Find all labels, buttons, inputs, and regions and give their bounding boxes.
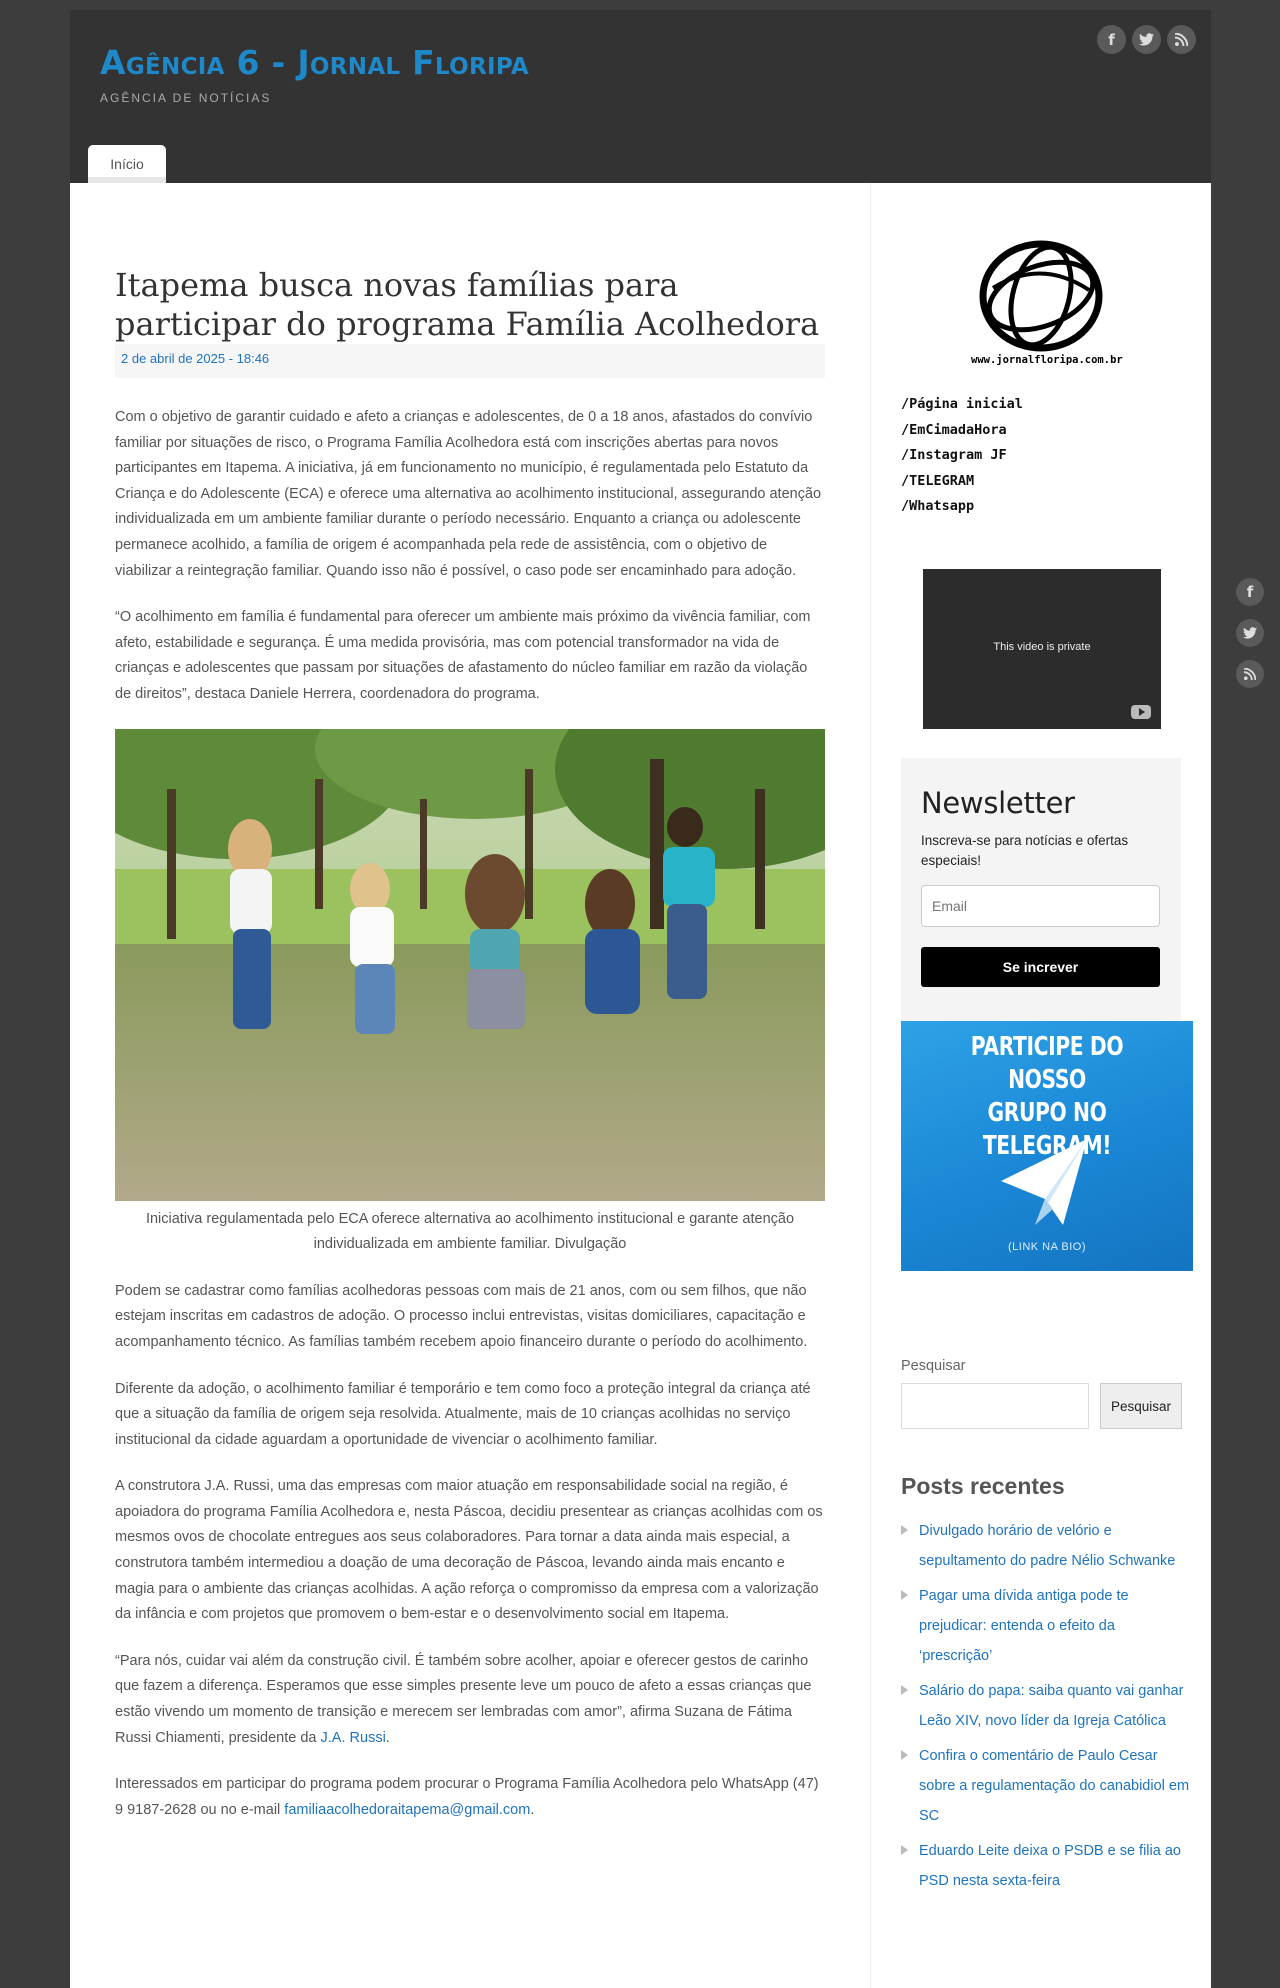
email-link[interactable]: familiaacolhedoraitapema@gmail.com: [284, 1801, 531, 1818]
recent-post-item[interactable]: Pagar uma dívida antiga pode te prejudicar: entenda o efeito da ‘prescrição’: [901, 1581, 1191, 1671]
rss-icon[interactable]: [1236, 660, 1264, 688]
sidebar-link-emcimadahora[interactable]: /EmCimadaHora: [901, 421, 1007, 438]
logo-url-text: www.jornalfloripa.com.br: [971, 354, 1123, 366]
sidebar-link-instagram[interactable]: /Instagram JF: [901, 447, 1007, 463]
article-paragraph: Com o objetivo de garantir cuidado e afeto a crianças e adolescentes, de 0 a 18 anos, afastados do convívio familiar por situações de risco, o Programa Família Acolhedora está com inscrições abertas para novos participantes em Itapema. A iniciativa, já em funcionamento no município, é regulamentada pelo Estatuto da Criança e do Adolescente (ECA) e oferece uma alternativa ao acolhimento institucional, assegurando atenção individualizada em um ambiente familiar durante o período necessário. Enquanto a criança ou adolescente permanece acolhido, a família de origem é acompanhada pela rede de assistência, com o objetivo de viabilizar a reintegração familiar. Quando isso não é possível, o caso pode ser encaminhado para adoção.: [115, 409, 822, 579]
jornal-floripa-logo[interactable]: [971, 238, 1123, 378]
video-private-text: This video is private: [993, 641, 1091, 653]
recent-posts-title: Posts recentes: [901, 1473, 1065, 1499]
newsletter-subscribe-button[interactable]: Se increver: [921, 947, 1160, 987]
facebook-icon[interactable]: f: [1097, 25, 1126, 54]
quote-end: .: [385, 1729, 390, 1746]
newsletter-widget: [901, 758, 1181, 1021]
sidebar-link-whatsapp[interactable]: /Whatsapp: [901, 498, 975, 514]
search-label: Pesquisar: [901, 1358, 966, 1374]
sidebar-link-telegram[interactable]: /TELEGRAM: [901, 472, 975, 489]
telegram-banner[interactable]: [901, 1021, 1193, 1271]
search-button[interactable]: Pesquisar: [1100, 1383, 1182, 1429]
article-paragraph: Podem se cadastrar como famílias acolhedoras pessoas com mais de 21 anos, com ou sem filhos, que não estejam inscritas em cadastros de adoção. O processo inclui entrevistas, visitas domiciliares, capacitação e acompanhamento técnico. As famílias também recebem apoio financeiro durante o período do acolhimento.: [115, 1282, 808, 1350]
article-paragraph-contact: [115, 1772, 825, 1823]
article-paragraph: A construtora J.A. Russi, uma das empresas com maior atuação em responsabilidade social na região, é apoiadora do programa Família Acolhedora e, nesta Páscoa, decidiu presentear as crianças acolhidas com os mesmos ovos de chocolate entregues aos seus colaboradores. Para tornar a data ainda mais especial, a construtora também intermediou a doação de uma decoração de Páscoa, levando ainda mais encanto e magia para o ambiente das crianças acolhidas. A ação reforça o compromisso da empresa com a valorização da infância e com projetos que promovem o bem-estar e o desenvolvimento social em Itapema.: [115, 1478, 823, 1623]
facebook-icon[interactable]: f: [1236, 578, 1264, 606]
rss-icon[interactable]: [1167, 25, 1196, 54]
video-embed[interactable]: [923, 569, 1161, 729]
article-paragraph: Diferente da adoção, o acolhimento familiar é temporário e tem como foco a proteção integral da criança até que a situação da família de origem seja resolvida. Atualmente, mais de 10 crianças acolhidas no serviço institucional da cidade aguardam a oportunidade de vivenciar o acolhimento familiar.: [115, 1380, 811, 1448]
sidebar: [870, 183, 1211, 1988]
telegram-plane-icon: [1001, 1139, 1087, 1225]
site-title-link[interactable]: Agência 6 - Jornal Floripa: [100, 43, 530, 82]
telegram-banner-line1: PARTICIPE DO NOSSO: [970, 1032, 1124, 1095]
content-area: [70, 183, 1211, 1988]
ja-russi-link[interactable]: J.A. Russi: [320, 1729, 386, 1746]
youtube-icon[interactable]: [1131, 705, 1151, 719]
article-body: [115, 405, 825, 1844]
site-header: [70, 10, 1211, 183]
newsletter-email-input[interactable]: [921, 885, 1160, 927]
newsletter-description: Inscreva-se para notícias e ofertas especiais!: [921, 833, 1129, 868]
quote-text: “Para nós, cuidar vai além da construção civil. É também sobre acolher, apoiar e oferecer gestos de carinho que fazem a diferença. Esperamos que esse simples presente leve um pouco de afeto a essas crianças que estão vivendo um momento de transição e merecem ser lembradas com amor”, afirma Suzana de Fátima Russi Chiamenti, presidente da: [115, 1652, 812, 1746]
nav-tab-inicio[interactable]: Início: [88, 145, 166, 183]
contact-end: .: [530, 1801, 535, 1818]
page-wrapper: [70, 10, 1211, 1988]
sidebar-links: [901, 392, 1023, 520]
twitter-icon[interactable]: [1132, 25, 1161, 54]
recent-posts-list: [901, 1516, 1191, 1901]
floating-social-icons: [1236, 578, 1264, 688]
site-description: AGÊNCIA DE NOTÍCIAS: [100, 91, 272, 105]
telegram-banner-line2: GRUPO NO TELEGRAM!: [982, 1098, 1112, 1161]
twitter-icon[interactable]: [1236, 619, 1264, 647]
article-paragraph: “O acolhimento em família é fundamental para oferecer um ambiente mais próximo da vivência familiar, com afeto, estabilidade e segurança. É uma medida provisória, mas com potencial transformador na vida de crianças e adolescentes que passam por situações de afastamento do núcleo familiar em razão da violação de direitos”, destaca Daniele Herrera, coordenadora do programa.: [115, 609, 811, 702]
search-input[interactable]: [901, 1383, 1089, 1429]
article-title: Itapema busca novas famílias para participar do programa Família Acolhedora: [115, 266, 820, 343]
recent-post-item[interactable]: Eduardo Leite deixa o PSDB e se filia ao PSD nesta sexta-feira: [901, 1836, 1191, 1896]
telegram-banner-link-text: (LINK NA BIO): [1007, 1241, 1087, 1253]
article-figure: [115, 729, 825, 1258]
children-running-photo: [115, 729, 825, 1201]
sidebar-link-pagina-inicial[interactable]: /Página inicial: [901, 396, 1023, 412]
image-caption: Iniciativa regulamentada pelo ECA oferece alternativa ao acolhimento institucional e garante atenção individualizada em ambiente familiar. Divulgação: [145, 1210, 795, 1253]
recent-post-item[interactable]: Confira o comentário de Paulo Cesar sobre a regulamentação do canabidiol em SC: [901, 1741, 1191, 1831]
contact-text: Interessados em participar do programa podem procurar o Programa Família Acolhedora pelo WhatsApp (47) 9 9187-2628 ou no e-mail: [115, 1776, 819, 1818]
header-social-icons: [1097, 25, 1196, 54]
newsletter-title: Newsletter: [921, 786, 1075, 820]
article-paragraph-quote: [115, 1649, 825, 1751]
recent-post-item[interactable]: Divulgado horário de velório e sepultamento do padre Nélio Schwanke: [901, 1516, 1191, 1576]
article-meta: [115, 344, 825, 378]
article-date-link[interactable]: 2 de abril de 2025 - 18:46: [121, 351, 270, 366]
recent-post-item[interactable]: Salário do papa: saiba quanto vai ganhar Leão XIV, novo líder da Igreja Católica: [901, 1676, 1191, 1736]
